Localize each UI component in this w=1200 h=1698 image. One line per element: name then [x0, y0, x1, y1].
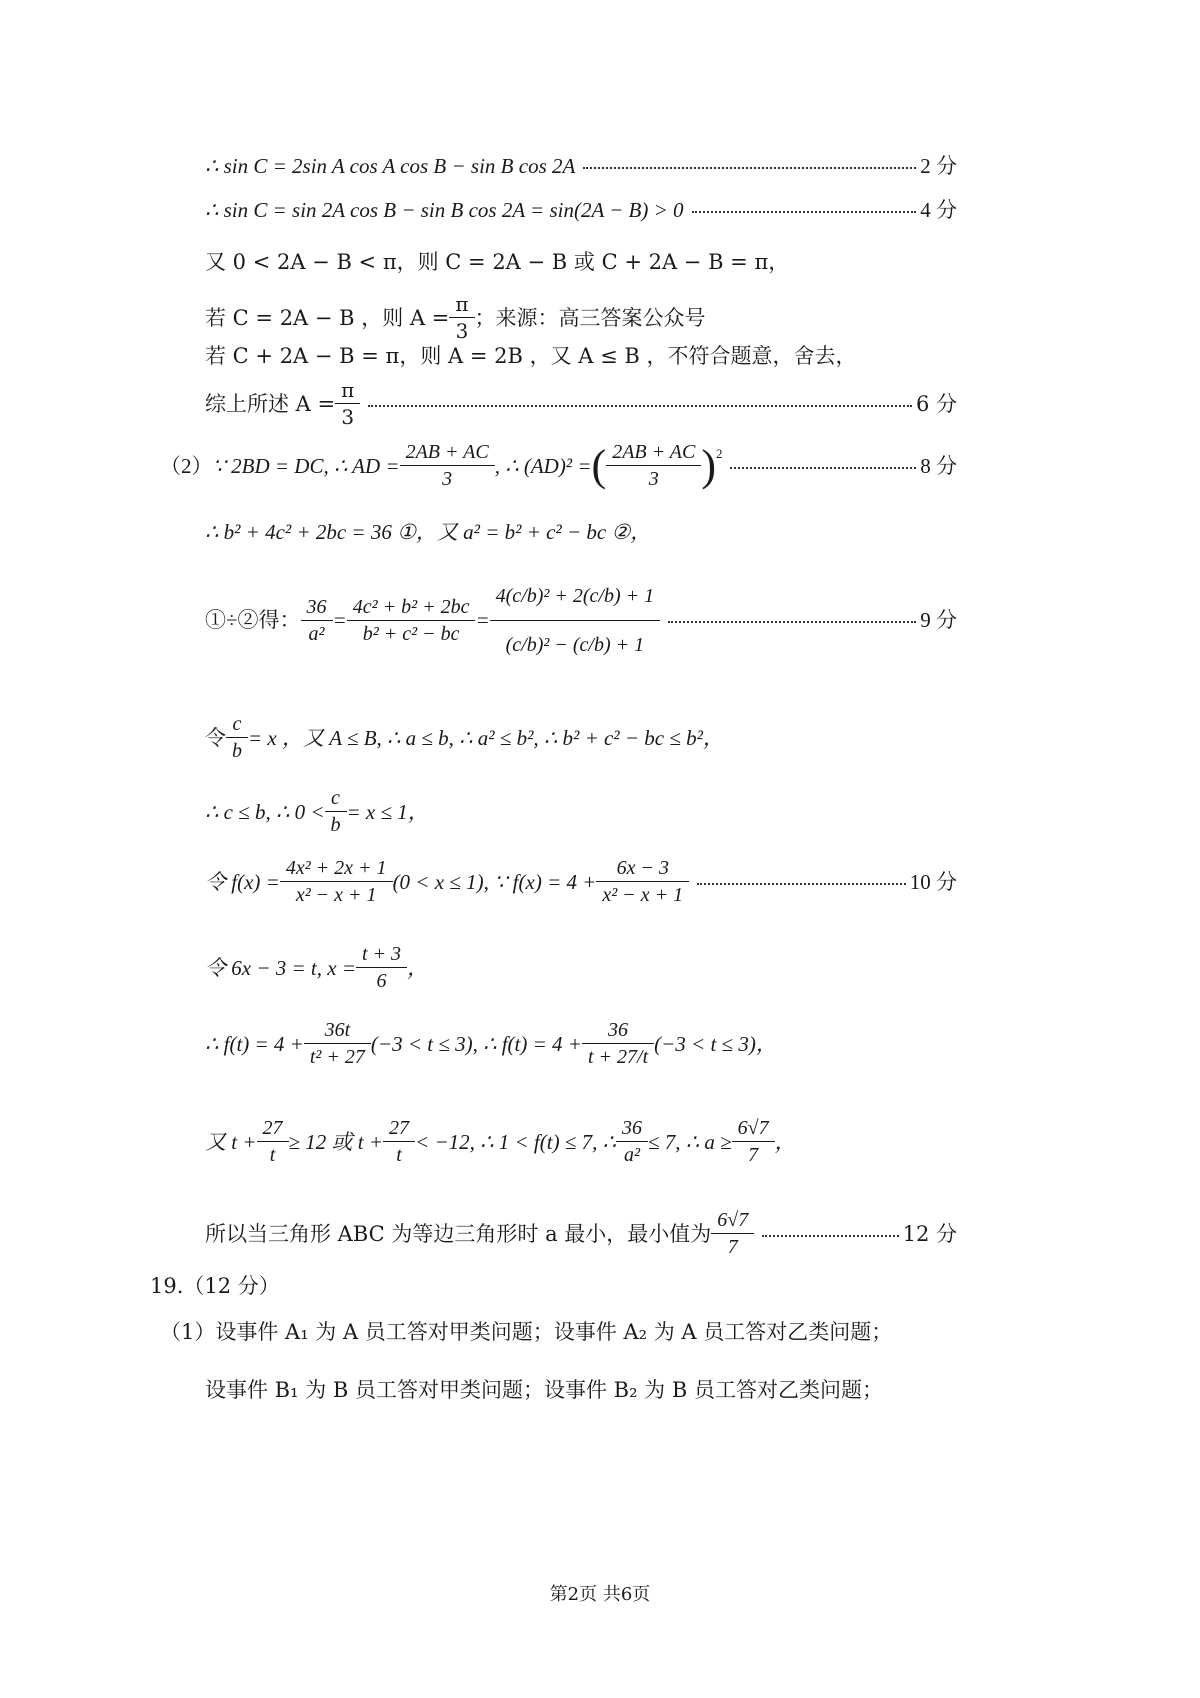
solution-step-6: [205, 378, 957, 429]
fraction: [283, 856, 390, 907]
fraction: [585, 1018, 651, 1069]
denominator: b: [226, 737, 248, 763]
denominator: t + 27/t: [582, 1043, 654, 1069]
fraction: [735, 1116, 772, 1167]
denominator: 6: [356, 967, 407, 993]
step-expression: < −12, ∴ 1 < f(t) ≤ 7, ∴: [415, 1129, 616, 1154]
fraction: [386, 1116, 412, 1167]
numerator: 6√7: [717, 1209, 749, 1231]
denominator: 3: [335, 403, 360, 429]
score-label: 10 分: [909, 869, 957, 894]
step-note: ；来源：高三答案公众号: [474, 305, 706, 330]
denominator: 7: [732, 1141, 775, 1167]
solution-step-7: [160, 440, 957, 491]
step-expression: = x ≤ 1，: [346, 799, 429, 824]
solution-step-13: [205, 942, 428, 993]
solution-step-9: [205, 570, 957, 670]
numerator: 4c² + b² + 2bc: [352, 595, 470, 618]
solution-step-14: [205, 1018, 777, 1069]
exponent: 2: [715, 446, 723, 461]
question-text: （1）设事件 A₁ 为 A 员工答对甲类问题；设事件 A₂ 为 A 员工答对乙类问题；: [160, 1320, 893, 1344]
fraction: [714, 1208, 751, 1259]
denominator: t² + 27: [304, 1043, 371, 1069]
fraction: [403, 440, 492, 491]
numerator: 36: [306, 595, 327, 618]
numerator: 36: [621, 1117, 642, 1139]
fraction: [599, 856, 686, 907]
score-label: 9 分: [920, 608, 957, 632]
fraction: [619, 1116, 645, 1167]
part-label: （2）: [160, 453, 213, 478]
denominator: x² − x + 1: [280, 881, 393, 907]
question-19-heading: [150, 1272, 280, 1300]
dot-leader: [730, 467, 916, 469]
equals-sign: =: [475, 608, 490, 632]
denominator: 3: [400, 465, 495, 491]
page-number: 第2页 共6页: [549, 1584, 651, 1605]
right-paren: ): [701, 440, 716, 490]
fraction: [304, 595, 330, 646]
denominator: 3: [449, 317, 474, 343]
dot-leader: [368, 405, 912, 407]
denominator: t: [257, 1141, 289, 1167]
step-expression: ∵ 2BD = DC, ∴ AD =: [212, 453, 400, 478]
step-text: ①÷②得：: [205, 608, 301, 632]
step-expression: (−3 < t ≤ 3)，: [654, 1031, 777, 1056]
question-text: 设事件 B₁ 为 B 员工答对甲类问题；设事件 B₂ 为 B 员工答对乙类问题；: [205, 1378, 883, 1402]
dot-leader: [762, 1235, 898, 1237]
question-19-part-1: [160, 1318, 892, 1346]
step-expression: ≥ 12 或 t +: [288, 1129, 384, 1154]
denominator: b: [325, 811, 347, 837]
page-footer: [0, 1580, 1200, 1606]
numerator: 36t: [324, 1019, 351, 1041]
numerator: 36: [608, 1019, 629, 1041]
fraction: [493, 573, 658, 668]
denominator: x² − x + 1: [596, 881, 689, 907]
question-heading: 19.（12 分）: [150, 1274, 280, 1298]
solution-step-1: [205, 152, 957, 180]
fraction: [359, 942, 404, 993]
numerator: c: [232, 713, 242, 735]
fraction: [328, 786, 344, 837]
solution-step-16: [205, 1208, 957, 1259]
denominator: a²: [301, 620, 333, 646]
step-text: 又 0 < 2A − B < π，则 C = 2A − B 或 C + 2A − B = π，: [205, 250, 790, 274]
question-19-part-1-cont: [205, 1376, 883, 1404]
numerator: 6x − 3: [616, 857, 669, 879]
numerator: 4x² + 2x + 1: [285, 857, 387, 879]
step-expression: ，: [407, 955, 429, 980]
step-expression: ≤ 7, ∴ a ≥: [647, 1129, 732, 1154]
numerator: 2AB + AC: [405, 441, 489, 463]
numerator: π: [341, 378, 355, 402]
score-label: 2 分: [920, 154, 957, 178]
equals-sign: =: [332, 608, 347, 632]
solution-step-15: [205, 1116, 796, 1167]
score-label: 8 分: [920, 453, 957, 478]
solution-step-5: [205, 342, 857, 370]
denominator: 3: [606, 465, 701, 491]
step-expression: (−3 < t ≤ 3), ∴ f(t) = 4 +: [370, 1031, 582, 1056]
denominator: 7: [711, 1233, 754, 1259]
step-text: 令: [205, 725, 226, 750]
step-text: 若 C + 2A − B = π，则 A = 2B ，又 A ≤ B ，不符合题意，舍去，: [205, 344, 857, 368]
step-expression: 又 t +: [205, 1129, 257, 1154]
denominator: a²: [616, 1141, 648, 1167]
dot-leader: [668, 621, 916, 623]
step-expression: 令 f(x) =: [205, 869, 280, 894]
solution-step-12: [205, 856, 957, 907]
dot-leader: [692, 211, 917, 213]
step-expression: , ∴ (AD)² =: [494, 453, 592, 478]
step-expression: ∴ c ≤ b, ∴ 0 <: [205, 799, 325, 824]
fraction: [229, 712, 245, 763]
step-expression: (0 < x ≤ 1), ∵ f(x) = 4 +: [392, 869, 597, 894]
score-label: 6 分: [915, 391, 957, 416]
left-paren: (: [591, 440, 607, 490]
denominator: t: [383, 1141, 415, 1167]
solution-step-8: [205, 518, 651, 546]
dot-leader: [583, 167, 916, 169]
numerator: 6√7: [737, 1117, 769, 1139]
step-expression: ∴ sin C = 2sin A cos A cos B − sin B cos 2A: [205, 154, 576, 178]
step-expression: 令 6x − 3 = t, x =: [205, 955, 356, 980]
step-expression: = x ，又 A ≤ B, ∴ a ≤ b, ∴ a² ≤ b², ∴ b² + c² − bc ≤ b²，: [248, 725, 724, 750]
dot-leader: [697, 883, 906, 885]
score-label: 4 分: [920, 198, 957, 222]
solution-step-4: [205, 292, 706, 343]
numerator: c: [331, 787, 340, 809]
fraction: [260, 1116, 286, 1167]
denominator: b² + c² − bc: [347, 620, 476, 646]
numerator: t + 3: [362, 943, 402, 965]
step-expression: ∴ sin C = sin 2A cos B − sin B cos 2A = sin(2A − B) > 0: [205, 198, 684, 222]
solution-step-10: [205, 712, 724, 763]
step-expression: ∴ f(t) = 4 +: [205, 1031, 304, 1056]
fraction: [338, 378, 357, 429]
numerator: 27: [262, 1117, 283, 1139]
step-text: 综上所述 A =: [205, 391, 336, 416]
numerator: 4(c/b)² + 2(c/b) + 1: [495, 584, 655, 607]
step-text: 所以当三角形 ABC 为等边三角形时 a 最小，最小值为: [205, 1221, 712, 1246]
denominator: (c/b)² − (c/b) + 1: [490, 620, 661, 668]
fraction: [609, 440, 698, 491]
numerator: 2AB + AC: [612, 441, 696, 463]
numerator: 27: [389, 1117, 410, 1139]
step-expression: ∴ b² + 4c² + 2bc = 36 ①，又 a² = b² + c² − bc ②，: [205, 520, 652, 544]
fraction: [452, 292, 471, 343]
step-text: 若 C = 2A − B ，则 A =: [205, 305, 450, 330]
solution-step-11: [205, 786, 429, 837]
fraction: [307, 1018, 368, 1069]
fraction: [350, 595, 473, 646]
score-label: 12 分: [902, 1221, 957, 1246]
numerator: π: [455, 292, 469, 316]
step-expression: ，: [774, 1129, 796, 1154]
solution-step-2: [205, 196, 957, 224]
solution-step-3: [205, 248, 789, 276]
